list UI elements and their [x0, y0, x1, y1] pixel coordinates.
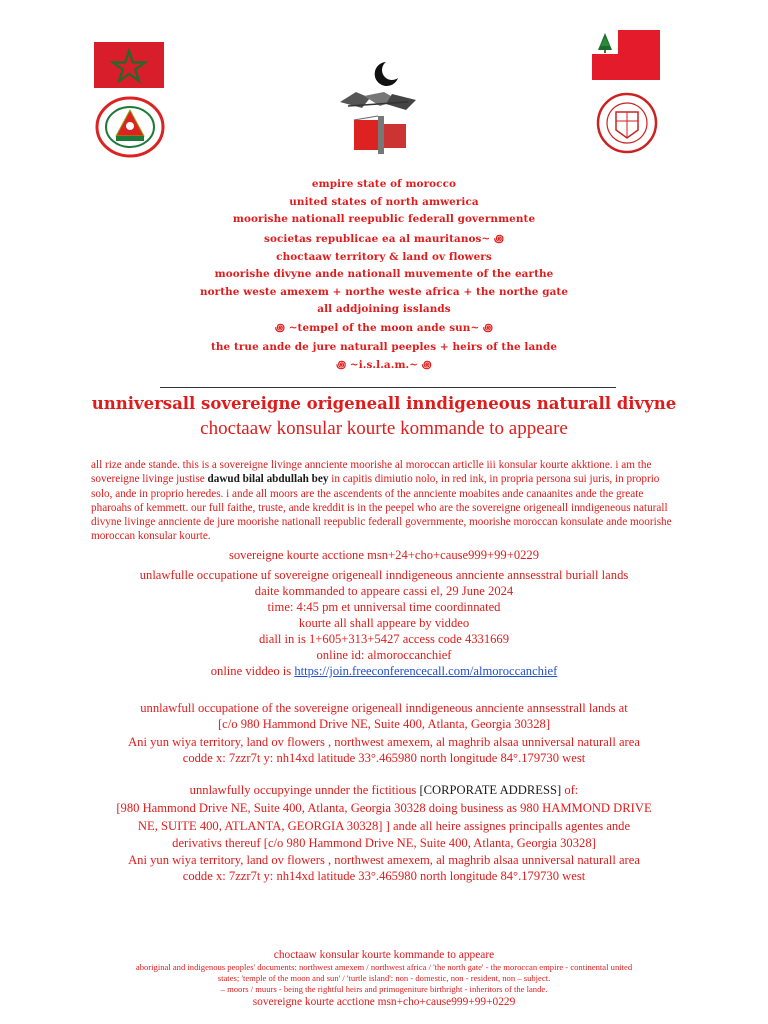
detail-line: daite kommanded to appeare cassi el, 29 June 2024 — [254, 584, 514, 598]
block2-line: derivativs thereuf [c/o 980 Hammond Drive NE, Suite 400, Atlanta, Georgia 30328] — [172, 836, 596, 850]
moorish-seal-icon — [94, 96, 166, 158]
intro-paragraph — [91, 458, 681, 544]
header-line: moorishe divyne ande nationall muvemente of the earthe — [214, 268, 554, 280]
block1-address: [c/o 980 Hammond Drive NE, Suite 400, Atlanta, Georgia 30328] — [217, 717, 551, 731]
round-seal-icon — [596, 92, 658, 154]
header-line: united states of north amwerica — [289, 196, 479, 208]
document-title: unniversall sovereigne origeneall inndigeneous naturall divyne — [91, 394, 677, 413]
intro-text-2: in capitis dimiutio nolo, in red ink, in propria persona sui juris, in proprio solo, ande in proprio heredes. i ande all moors are the ascendents of the annciente moabites ande canaanites ande the greate pharoahs of kemmett. our full faithe, truste, ande kreddit is in the peepel who are the sovereigne origeneall inndigeneous naturall divyne livinge annciente de jure moorishe nationall reepublic federall governmente, moorishe moroccan konsulate ande moorishe moroccan konsular kourte. — [91, 473, 672, 543]
corporate-address-label: [CORPORATE ADDRESS] — [419, 783, 562, 797]
block2-line: NE, SUITE 400, ATLANTA, GEORGIA 30328] ] ande all heire assignes principalls agentes ande — [137, 819, 631, 833]
detail-line: unlawfulle occupatione uf sovereigne origeneall inndigeneous annciente annsesstral buriall lands — [139, 568, 629, 582]
footer — [40, 948, 728, 1009]
block2-line: codde x: 7zzr7t y: nh14xd latitude 33°.465980 north longitude 84°.179730 west — [182, 869, 586, 883]
pine-tree-flag-icon — [592, 30, 660, 80]
detail-line: time: 4:45 pm et unniversal time coordinnated — [267, 600, 501, 614]
morocco-flag-icon — [94, 42, 164, 88]
block1-line: Ani yun wiya territory, land ov flowers , northwest amexem, al maghrib alsaa unniversal naturall area — [128, 735, 640, 749]
header-line: moorishe nationall reepublic federall governmente — [232, 213, 536, 225]
block1-line: unnlawfull occupatione of the sovereigne origeneall inndigeneous annciente annsesstrall lands at — [140, 701, 628, 715]
video-link[interactable]: https://join.freeconferencecall.com/almoroccanchief — [294, 664, 558, 678]
footer-note: aboriginal and indigenous peoples' documents: northwest amexem / northwest africa / 'the north gate' - the moroccan empire - continental united — [135, 962, 633, 972]
block2-line: [980 Hammond Drive NE, Suite 400, Atlanta, Georgia 30328 doing business as 980 HAMMOND DRIVE — [116, 801, 652, 815]
video-line — [40, 664, 728, 680]
header-line: northe weste amexem + northe weste africa + the northe gate — [199, 286, 569, 298]
footer-title: choctaaw konsular kourte kommande to appeare — [273, 949, 495, 961]
header-line: choctaaw territory & land ov flowers — [276, 251, 492, 263]
header-line: societas republicae ea al mauritanos~ ꩜ — [264, 233, 504, 245]
crescent-emblem-icon — [334, 58, 438, 158]
action-line: sovereigne kourte acctione msn+24+cho+cause999+99+0229 — [228, 548, 540, 562]
header-line: all addjoining isslands — [317, 303, 451, 315]
detail-line: online id: almoroccanchief — [316, 648, 452, 662]
divider — [160, 387, 616, 388]
intro-text-1: all rize ande stande. this is a sovereigne livinge annciente moorishe al moroccan articlle iii konsular kourte akktione. i am the sovereigne livinge justise — [91, 459, 652, 486]
footer-note: – moors / muurs - being the rightful heirs and primogeniture birthright - inheritors of the lande. — [220, 984, 548, 994]
block1-line: codde x: 7zzr7t y: nh14xd latitude 33°.465980 north longitude 84°.179730 west — [182, 751, 586, 765]
header-line: the true ande de jure naturall peeples + heirs of the lande — [210, 341, 558, 353]
header-line: ꩜ ~i.s.l.a.m.~ ꩜ — [336, 359, 432, 371]
document-subtitle: choctaaw konsular kourte kommande to appeare — [200, 418, 568, 439]
footer-action: sovereigne kourte acctione msn+cho+cause999+99+0229 — [252, 996, 516, 1008]
header-line: empire state of morocco — [311, 178, 457, 190]
detail-line: kourte all shall appeare by viddeo — [298, 616, 470, 630]
block2-text: unnlawfully occupyinge unnder the fictitious — [189, 783, 420, 797]
justice-name: dawud bilal abdullah bey — [207, 473, 329, 486]
block2-line: Ani yun wiya territory, land ov flowers , northwest amexem, al maghrib alsaa unniversal naturall area — [128, 853, 640, 867]
block2-text: of: — [561, 783, 579, 797]
video-label: online viddeo is — [210, 664, 295, 678]
footer-note: states; 'temple of the moon and sun' / 'turtle island': non - domestic, non - resident, non – subject. — [217, 973, 551, 983]
block2-line — [40, 782, 728, 798]
header-line: ꩜ ~tempel of the moon ande sun~ ꩜ — [275, 322, 493, 334]
detail-line: diall in is 1+605+313+5427 access code 4331669 — [258, 632, 510, 646]
